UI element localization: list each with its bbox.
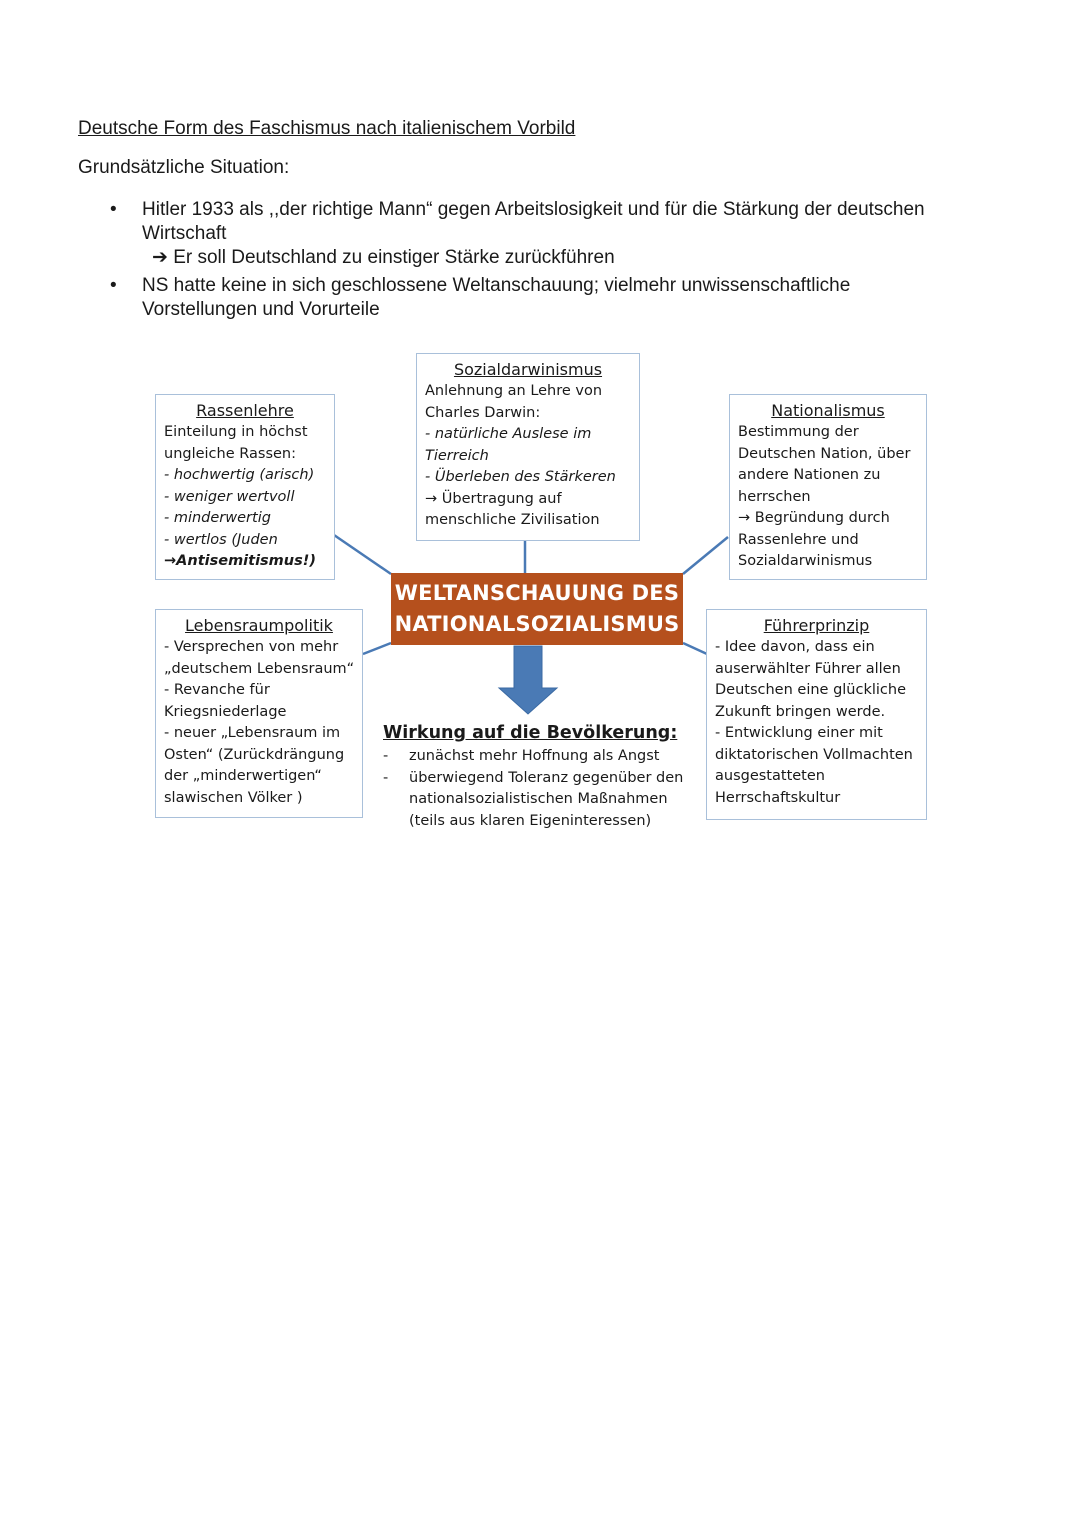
text-line: auserwählter Führer allen: [715, 660, 901, 677]
center-heading-line-1: WELTANSCHAUUNG DES: [394, 581, 680, 605]
wirkung-item-1: [383, 746, 683, 768]
text-line: - weniger wertvoll: [164, 488, 295, 505]
fuehrerprinzip-title: Führerprinzip: [763, 616, 870, 635]
text-line: - Entwicklung einer mit: [715, 725, 883, 741]
box-lebensraumpolitik: [155, 609, 363, 818]
nationalismus-title: Nationalismus: [771, 401, 885, 420]
text-line: andere Nationen zu: [738, 467, 881, 483]
text-line: menschliche Zivilisation: [425, 512, 600, 528]
text-line: - Überleben des Stärkeren: [425, 469, 616, 485]
text-line: zunächst mehr Hoffnung als Angst: [409, 748, 660, 764]
right-arrow-icon: ➔: [152, 247, 168, 268]
bullet-2-line-1: NS hatte keine in sich geschlossene Weltanschauung; vielmehr unwissenschaftliche: [142, 275, 851, 296]
box-nationalismus: [729, 394, 927, 580]
text-line: Kriegsniederlage: [164, 703, 287, 720]
document-title: Deutsche Form des Faschismus nach italienischem Vorbild: [78, 118, 576, 139]
right-arrow-icon: →: [425, 490, 438, 507]
connector-lebensraum: [363, 643, 391, 654]
text-line: Deutschen eine glückliche: [715, 682, 906, 698]
text-line: „deutschem Lebensraum“: [164, 660, 355, 677]
right-arrow-icon: →: [164, 553, 177, 569]
text-line: Tierreich: [425, 447, 489, 464]
text-fragment: Begründung durch: [754, 510, 890, 526]
box-sozialdarwinismus: [416, 353, 640, 541]
section-subtitle: Grundsätzliche Situation:: [78, 157, 290, 178]
rassenlehre-title: Rassenlehre: [196, 401, 294, 420]
bullet-2-line-2: Vorstellungen und Vorurteile: [142, 299, 380, 320]
text-line: - Idee davon, dass ein: [715, 639, 875, 655]
text-line: slawischen Völker ): [164, 789, 303, 806]
text-line: Zukunft bringen werde.: [715, 703, 886, 720]
text-line: diktatorischen Vollmachten: [715, 746, 913, 763]
sozialdarwinismus-title: Sozialdarwinismus: [453, 360, 603, 379]
text-line: [164, 551, 326, 573]
text-line: - neuer „Lebensraum im: [164, 725, 341, 741]
text-line: herrschen: [738, 488, 811, 505]
right-arrow-icon: →: [738, 510, 751, 526]
down-arrow-icon: [499, 646, 557, 714]
wirkung-item-2: [383, 768, 683, 833]
text-line: - Revanche für: [164, 682, 270, 698]
text-line: Bestimmung der: [738, 424, 859, 440]
text-line: - Versprechen von mehr: [164, 639, 339, 655]
text-line: - hochwertig (arisch): [164, 467, 315, 483]
lebensraumpolitik-title: Lebensraumpolitik: [185, 616, 333, 635]
center-heading: [391, 573, 683, 645]
box-rassenlehre: [155, 394, 335, 580]
text-line: [738, 508, 918, 530]
dash-marker: -: [383, 769, 389, 786]
text-line: Deutschen Nation, über: [738, 445, 911, 462]
connector-fuehrer: [683, 643, 707, 654]
dash-marker: -: [383, 748, 389, 764]
connector-rassenlehre: [334, 535, 391, 574]
text-fragment: Antisemitismus!): [176, 553, 316, 569]
bullet-1-line-1: Hitler 1933 als ,,der richtige Mann“ gegen Arbeitslosigkeit und für die Stärkung der deutschen: [142, 199, 925, 220]
text-line: [425, 489, 631, 511]
text-line: Anlehnung an Lehre von: [425, 383, 603, 399]
bullet-marker: •: [110, 199, 117, 220]
text-fragment: Übertragung auf: [441, 490, 562, 507]
bullet-marker: •: [110, 275, 117, 296]
text-line: Rassenlehre und: [738, 531, 859, 548]
text-line: der „minderwertigen“: [164, 768, 322, 784]
box-fuehrerprinzip: [706, 609, 927, 820]
arrow-point-text: Er soll Deutschland zu einstiger Stärke zurückführen: [173, 247, 615, 268]
text-line: ungleiche Rassen:: [164, 445, 297, 462]
text-line: Osten“ (Zurückdrängung: [164, 746, 345, 763]
text-line: - wertlos (Juden: [164, 531, 278, 548]
text-line: - natürliche Auslese im: [425, 426, 592, 442]
text-line: Charles Darwin:: [425, 404, 541, 421]
text-line: ausgestatteten: [715, 768, 825, 784]
text-line: (teils aus klaren Eigeninteressen): [409, 812, 652, 829]
wirkung-section: [383, 720, 683, 832]
text-line: nationalsozialistischen Maßnahmen: [409, 791, 668, 807]
center-heading-line-2: NATIONALSOZIALISMUS: [394, 612, 680, 636]
text-line: Herrschaftskultur: [715, 789, 841, 806]
bullet-1-line-2: Wirtschaft: [142, 223, 227, 244]
text-line: - minderwertig: [164, 510, 271, 526]
connector-nationalismus: [683, 537, 728, 574]
text-line: Einteilung in höchst: [164, 424, 308, 440]
wirkung-title: Wirkung auf die Bevölkerung:: [383, 723, 678, 743]
text-line: Sozialdarwinismus: [738, 553, 873, 569]
text-line: überwiegend Toleranz gegenüber den: [409, 769, 684, 786]
